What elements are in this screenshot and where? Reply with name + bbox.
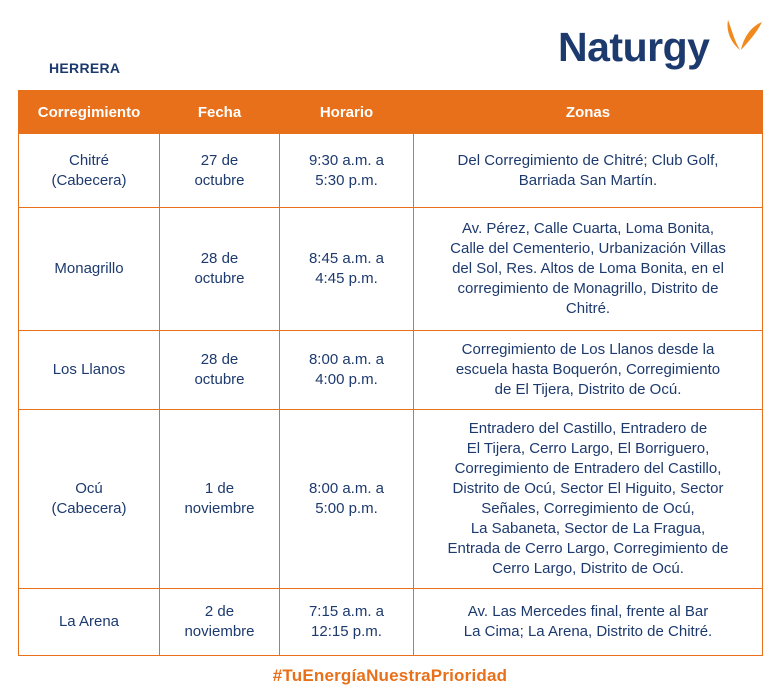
cell-zonas: Del Corregimiento de Chitré; Club Golf, Barriada San Martín. [414, 134, 763, 208]
cell-horario: 9:30 a.m. a 5:30 p.m. [280, 134, 414, 208]
cell-horario: 8:00 a.m. a 5:00 p.m. [280, 410, 414, 589]
hashtag: #TuEnergíaNuestraPrioridad [272, 666, 508, 685]
cell-corregimiento: Chitré (Cabecera) [19, 134, 160, 208]
table-row [19, 134, 763, 208]
column-header-zonas: Zonas [414, 91, 763, 134]
cell-corregimiento: La Arena [19, 589, 160, 656]
cell-horario: 7:15 a.m. a 12:15 p.m. [280, 589, 414, 656]
cell-corregimiento: Ocú (Cabecera) [19, 410, 160, 589]
cell-horario: 8:00 a.m. a 4:00 p.m. [280, 331, 414, 410]
cell-fecha: 2 de noviembre [160, 589, 280, 656]
cell-zonas: Av. Pérez, Calle Cuarta, Loma Bonita, Calle del Cementerio, Urbanización Villas del Sol, Res. Altos de Loma Bonita, en el corregimiento de Monagrillo, Distrito de Chitré. [414, 208, 763, 331]
column-header-fecha: Fecha [160, 91, 280, 134]
cell-horario: 8:45 a.m. a 4:45 p.m. [280, 208, 414, 331]
naturgy-logo [558, 16, 764, 76]
table-row [19, 589, 763, 656]
table-row [19, 208, 763, 331]
cell-corregimiento: Los Llanos [19, 331, 160, 410]
column-header-corregimiento: Corregimiento [19, 91, 160, 134]
cell-fecha: 1 de noviembre [160, 410, 280, 589]
cell-fecha: 28 de octubre [160, 331, 280, 410]
butterfly-icon [722, 16, 764, 58]
cell-fecha: 27 de octubre [160, 134, 280, 208]
schedule-table [18, 90, 763, 656]
cell-zonas: Corregimiento de Los Llanos desde la escuela hasta Boquerón, Corregimiento de El Tijera, Distrito de Ocú. [414, 331, 763, 410]
cell-zonas: Entradero del Castillo, Entradero de El Tijera, Cerro Largo, El Borriguero, Corregimiento de Entradero del Castillo, Distrito de Ocú, Sector El Higuito, Sector Señales, Corregimiento de Ocú, La Sabaneta, Sector de La Fragua, Entrada de Cerro Largo, Corregimiento de Cerro Largo, Distrito de Ocú. [414, 410, 763, 589]
table-header-row [19, 91, 763, 134]
logo-wordmark: Naturgy [558, 24, 710, 70]
table-row [19, 410, 763, 589]
column-header-horario: Horario [280, 91, 414, 134]
cell-zonas: Av. Las Mercedes final, frente al Bar La Cima; La Arena, Distrito de Chitré. [414, 589, 763, 656]
cell-corregimiento: Monagrillo [19, 208, 160, 331]
table-row [19, 331, 763, 410]
cell-fecha: 28 de octubre [160, 208, 280, 331]
region-title: HERRERA [49, 60, 121, 76]
